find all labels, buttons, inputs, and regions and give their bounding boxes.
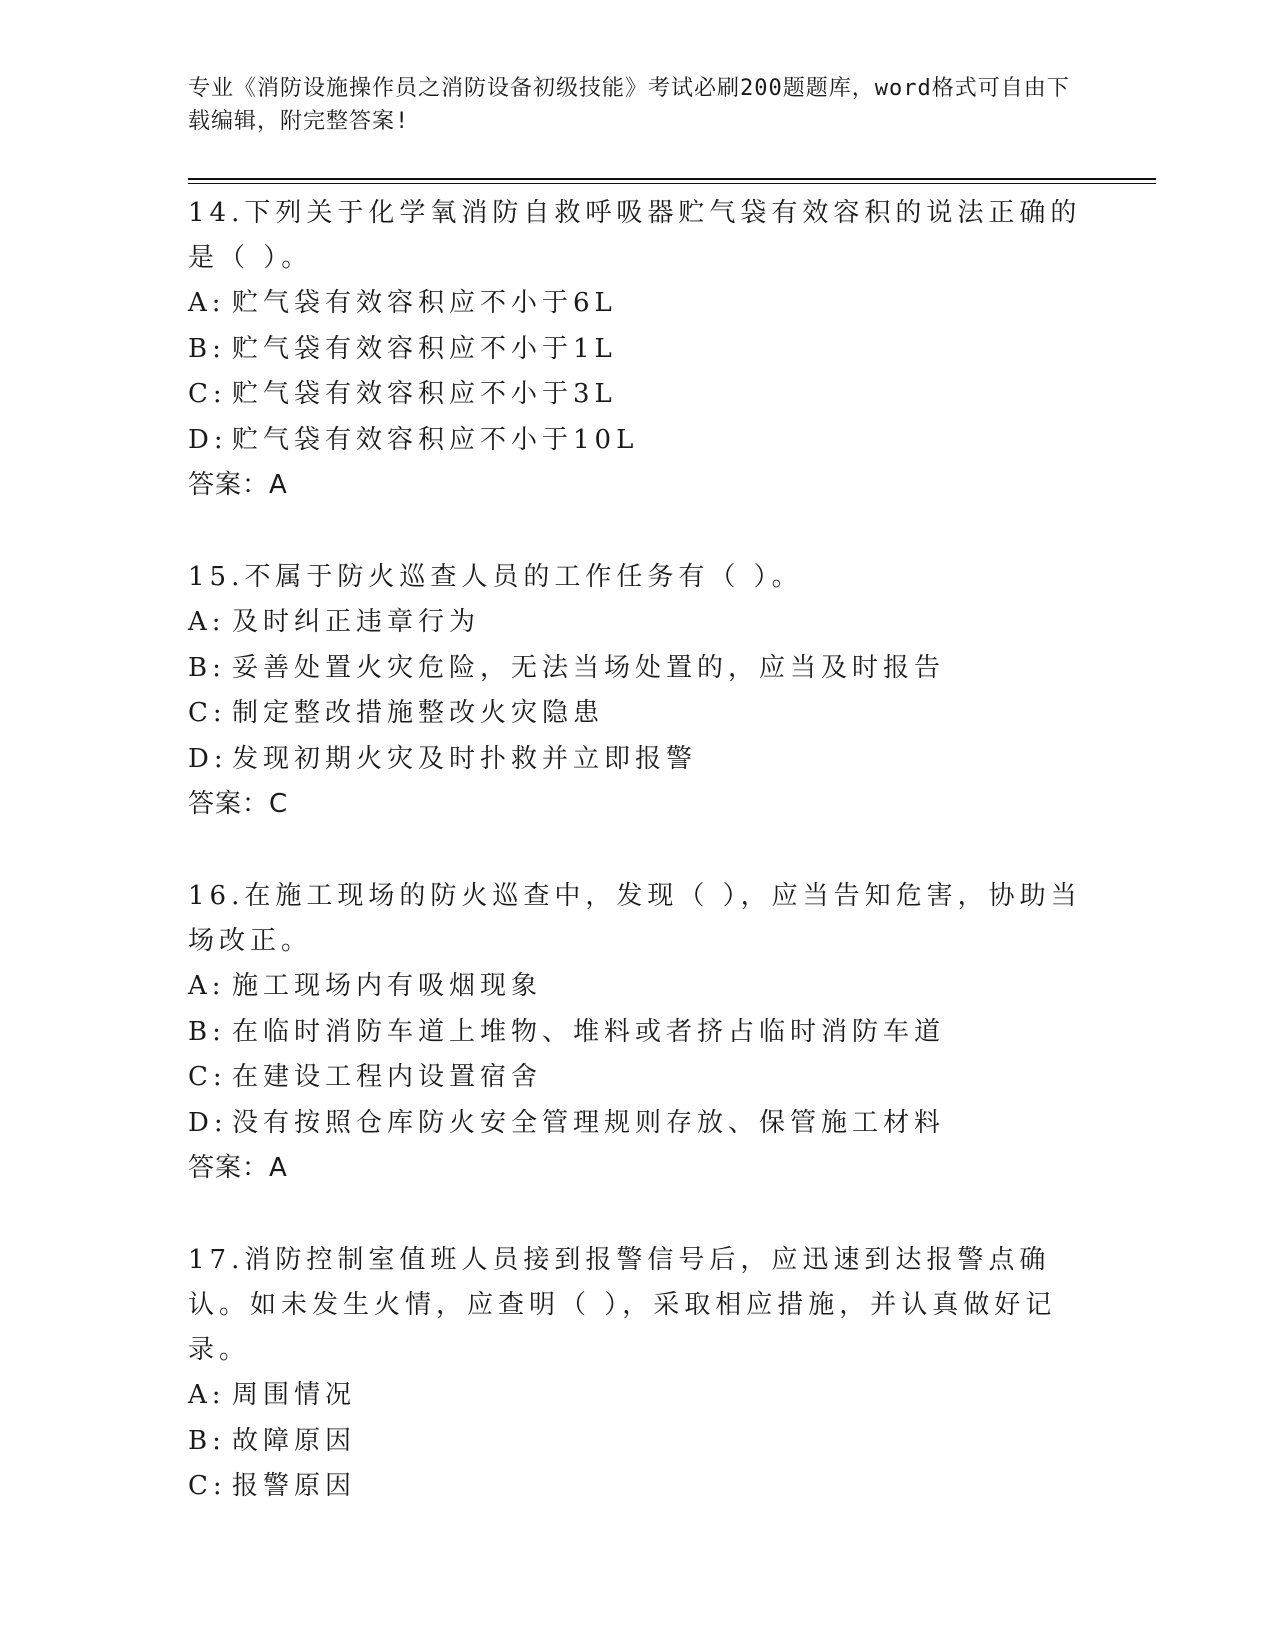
option-letter: A: [188,1380,226,1410]
option-letter: B: [188,652,226,683]
option-text: 及时纠正违章行为 [232,607,481,637]
option-text: 妥善处置火灾危险，无法当场处置的，应当及时报告 [232,652,946,683]
option-letter: B: [188,1425,226,1456]
option-text: 在建设工程内设置宿舍 [232,1062,543,1092]
document-header: 专业《消防设施操作员之消防设备初级技能》考试必刷200题题库，word格式可自由下载编辑，附完整答案! [188,76,1070,134]
question-16 [188,874,1088,1191]
answer-line: 答案：A [188,1153,288,1183]
option-text: 贮气袋有效容积应不小于10L [232,424,639,455]
question-stem: 16.在施工现场的防火巡查中，发现（ ），应当告知危害，协助当场改正。 [188,881,1082,956]
option-a [188,281,1088,327]
option-letter: B: [188,333,226,364]
question-14 [188,191,1088,508]
option-letter: C: [188,1471,227,1501]
question-stem: 15.不属于防火巡查人员的工作任务有（ ）。 [188,562,803,592]
header-rule-thin [188,183,1156,184]
question-list [188,191,1088,1557]
option-letter: A: [188,607,226,637]
option-letter: C: [188,1062,227,1092]
option-text: 发现初期火灾及时扑救并立即报警 [232,743,698,774]
option-c [188,1464,1088,1510]
option-letter: D: [188,1107,228,1138]
answer-line: 答案：A [188,470,288,500]
option-letter: D: [188,424,228,455]
option-b [188,1419,1088,1465]
option-letter: C: [188,379,227,409]
option-text: 贮气袋有效容积应不小于6L [232,288,617,318]
option-d [188,418,1088,464]
option-letter: D: [188,743,228,774]
option-c [188,691,1088,737]
option-text: 没有按照仓库防火安全管理规则存放、保管施工材料 [232,1107,946,1138]
question-stem: 17.消防控制室值班人员接到报警信号后，应迅速到达报警点确认。如未发生火情，应查明（ ），采取相应措施，并认真做好记录。 [188,1245,1057,1365]
question-17 [188,1238,1088,1510]
option-text: 制定整改措施整改火灾隐患 [232,698,605,728]
option-c [188,372,1088,418]
option-a [188,1373,1088,1419]
question-15 [188,555,1088,827]
option-b [188,327,1088,373]
option-text: 故障原因 [232,1425,357,1456]
option-c [188,1055,1088,1101]
option-b [188,1010,1088,1056]
option-text: 施工现场内有吸烟现象 [232,971,543,1001]
option-text: 贮气袋有效容积应不小于1L [232,333,617,364]
option-letter: C: [188,698,227,728]
option-letter: A: [188,971,226,1001]
option-text: 报警原因 [232,1471,357,1501]
option-text: 周围情况 [232,1380,357,1410]
option-b [188,646,1088,692]
option-text: 贮气袋有效容积应不小于3L [232,379,617,409]
option-d [188,1101,1088,1147]
question-stem: 14.下列关于化学氧消防自救呼吸器贮气袋有效容积的说法正确的是（ ）。 [188,198,1082,273]
option-text: 在临时消防车道上堆物、堆料或者挤占临时消防车道 [232,1016,946,1047]
option-a [188,964,1088,1010]
header-rule-thick [188,178,1156,180]
option-letter: B: [188,1016,226,1047]
option-a [188,600,1088,646]
option-letter: A: [188,288,226,318]
option-d [188,737,1088,783]
answer-line: 答案：C [188,789,289,819]
